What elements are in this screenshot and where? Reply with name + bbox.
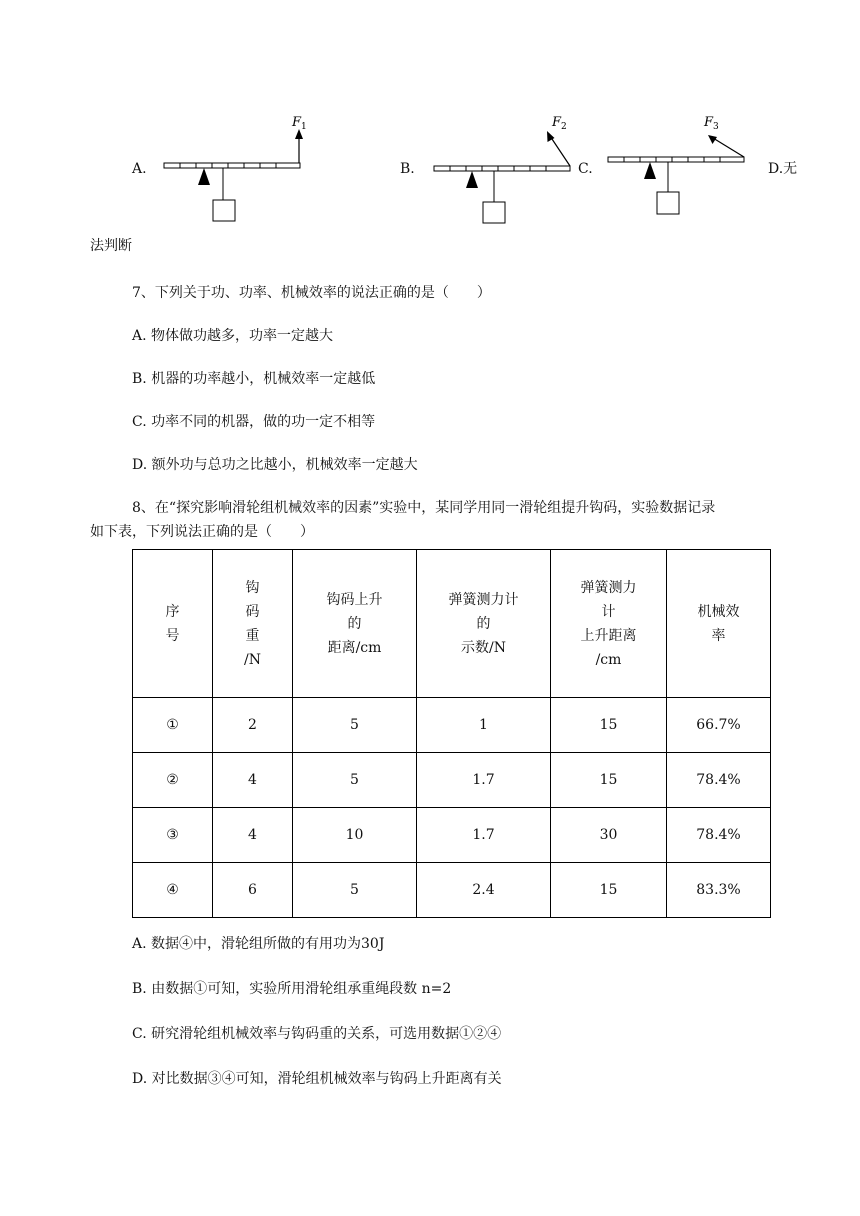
header-text: 计 [601,603,616,620]
table-cell: 66.7% [667,698,771,753]
table-header-row [133,550,771,698]
table-cell: 5 [293,753,417,808]
q8-stem-line1: 8、在“探究影响滑轮组机械效率的因素”实验中，某同学用同一滑轮组提升钩码，实验数据记录 [132,500,716,516]
force-label-f3: $F_3$ [704,115,719,132]
header-text: 钩码上升 [326,591,383,608]
header-text: 号 [165,627,180,644]
header-text: 弹簧测力 [580,579,637,596]
table-cell: 2 [213,698,293,753]
q7-stem: 7、下列关于功、功率、机械效率的说法正确的是（ ） [132,285,491,301]
fulcrum-icon [644,162,656,179]
lever-beam [608,157,744,162]
table-cell: 15 [551,753,667,808]
weight-block [213,200,235,221]
fulcrum-icon [198,168,210,185]
fulcrum-icon [466,171,478,188]
table-cell: 10 [293,808,417,863]
lever-beam [164,163,300,168]
q8-option-a: A. 数据④中，滑轮组所做的有用功为30J [132,936,385,952]
q7-option-a: A. 物体做功越多，功率一定越大 [132,328,334,344]
header-text: 弹簧测力计 [448,591,519,608]
table-cell: ① [133,698,213,753]
header-text: 距离/cm [327,639,382,656]
table-row [133,863,771,918]
q7-option-b: B. 机器的功率越小，机械效率一定越低 [132,371,376,387]
table-cell: 6 [213,863,293,918]
table-cell: 30 [551,808,667,863]
header-text: 的 [476,615,491,632]
table-cell: 78.4% [667,753,771,808]
lever-diagram-a [158,112,318,227]
lever-diagram-c [604,112,764,227]
header-text: 率 [711,627,726,644]
table-cell: 15 [551,698,667,753]
header-text: 重 [245,627,260,644]
q8-stem-line2: 如下表，下列说法正确的是（ ） [90,524,314,540]
table-cell: 4 [213,753,293,808]
option-d-label-continued: 法判断 [90,238,132,254]
beam-ticks [450,166,546,171]
header-text: 钩 [245,579,260,596]
header-text: 示数/N [461,639,506,656]
table-cell: 5 [293,698,417,753]
q8-option-b: B. 由数据①可知，实验所用滑轮组承重绳段数 n=2 [132,981,452,997]
option-a-label: A. [132,161,147,177]
header-cell-spring-distance [551,550,667,698]
force-label-f1: $F_1$ [292,115,307,132]
header-cell-hook-weight [213,550,293,698]
table-cell: 83.3% [667,863,771,918]
lever-beam [434,166,570,171]
q8-option-d: D. 对比数据③④可知，滑轮组机械效率与钩码上升距离有关 [132,1071,502,1087]
q8-option-c: C. 研究滑轮组机械效率与钩码重的关系，可选用数据①②④ [132,1026,502,1042]
lever-diagram-b [426,112,586,227]
option-c-label: C. [578,161,593,177]
table-cell: 15 [551,863,667,918]
table-cell: 2.4 [417,863,551,918]
table-row [133,808,771,863]
table-cell: 5 [293,863,417,918]
table-cell: 1.7 [417,808,551,863]
beam-ticks [624,157,720,162]
header-text: /N [244,651,261,668]
table-cell: ③ [133,808,213,863]
q7-option-c: C. 功率不同的机器，做的功一定不相等 [132,414,376,430]
table-row [133,753,771,808]
header-cell-efficiency [667,550,771,698]
table-cell: 78.4% [667,808,771,863]
force-arrow-f2 [550,136,570,166]
table-cell: ④ [133,863,213,918]
header-cell-index [133,550,213,698]
weight-block [657,192,679,214]
table-row [133,698,771,753]
q7-option-d: D. 额外功与总功之比越小，机械效率一定越大 [132,457,418,473]
force-arrow-f3 [713,138,744,157]
header-text: 机械效 [697,603,740,620]
option-d-label: D.无 [768,161,798,177]
header-cell-hook-distance [293,550,417,698]
header-text: 上升距离 [580,627,637,644]
header-text: 的 [347,615,362,632]
table-cell: ② [133,753,213,808]
force-label-f2: $F_2$ [552,115,567,132]
header-text: 序 [165,603,180,620]
weight-block [483,202,505,223]
header-cell-spring-reading [417,550,551,698]
table-cell: 4 [213,808,293,863]
table-cell: 1.7 [417,753,551,808]
beam-ticks [180,163,276,168]
table-cell: 1 [417,698,551,753]
option-b-label: B. [400,161,415,177]
header-text: /cm [595,651,622,668]
header-text: 码 [245,603,260,620]
experiment-data-table [132,549,771,918]
